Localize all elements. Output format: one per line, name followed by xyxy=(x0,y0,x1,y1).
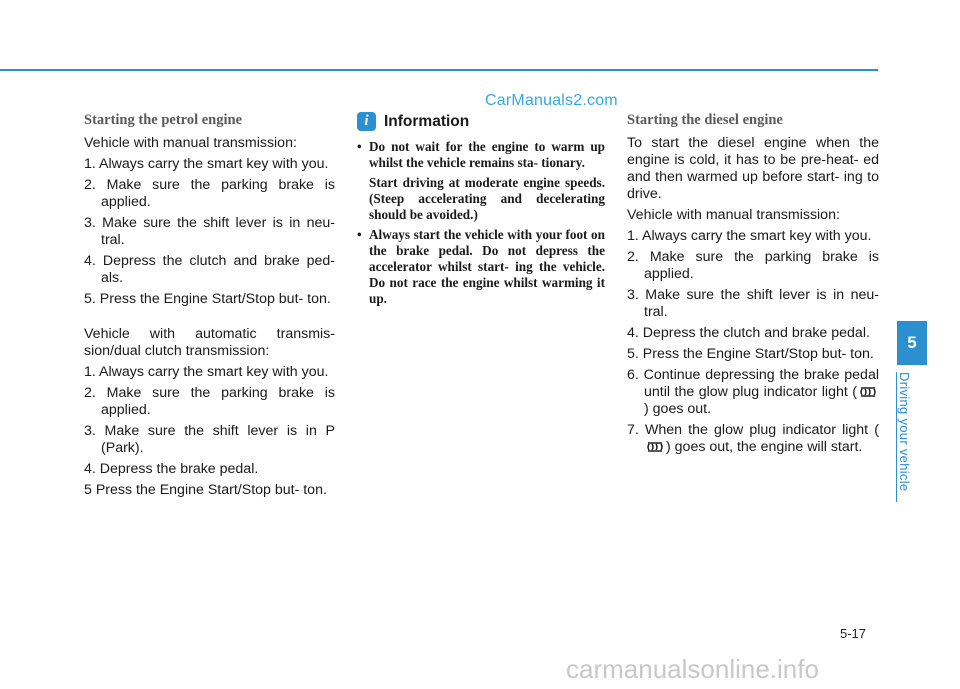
step6-text-before: 6. Continue depressing the brake pedal until the glow plug indicator light ( xyxy=(627,367,879,400)
list-item: 5. Press the Engine Start/Stop but- ton. xyxy=(627,346,874,362)
list-item xyxy=(627,367,879,418)
diesel-intro: To start the diesel engine when the engine is cold, it has to be pre-heat- ed and then warmed up before start- ing to drive. xyxy=(627,135,879,202)
step7-text-after: ) goes out, the engine will start. xyxy=(666,439,863,455)
list-item: 2. Make sure the parking brake is applied. xyxy=(84,177,335,210)
information-box xyxy=(357,112,605,311)
list-item: 1. Always carry the smart key with you. xyxy=(627,228,872,244)
diesel-heading: Starting the diesel engine xyxy=(627,112,783,128)
list-item: 1. Always carry the smart key with you. xyxy=(84,364,329,380)
info-icon: i xyxy=(357,112,376,131)
bullet: • xyxy=(357,139,362,154)
list-item xyxy=(357,139,605,223)
bullet: • xyxy=(357,227,362,242)
info-title: Information xyxy=(384,112,470,130)
petrol-section xyxy=(84,112,335,503)
info-bullet1-sub: Start driving at moderate engine speeds. (Steep accelerating and decelerating should be avoided.) xyxy=(369,175,605,222)
header-rule xyxy=(0,69,878,71)
step7-text-before: 7. When the glow plug indicator light ( xyxy=(627,422,879,438)
petrol-auto-steps xyxy=(84,364,335,499)
info-list xyxy=(357,139,605,307)
list-item: 1. Always carry the smart key with you. xyxy=(84,156,329,172)
list-item: 2. Make sure the parking brake is applied. xyxy=(627,249,879,282)
watermark-bottom[interactable]: carmanualsonline.info xyxy=(566,654,819,684)
list-item: 5 Press the Engine Start/Stop but- ton. xyxy=(84,482,327,498)
chapter-title: Driving your vehicle xyxy=(897,372,912,492)
manual-intro: Vehicle with manual transmission: xyxy=(84,135,297,151)
info-bullet2-text: Always start the vehicle with your foot on the brake pedal. Do not depress the accelerator whilst start- ing the vehicle. Do not race the engine whilst warming it up. xyxy=(369,227,605,306)
watermark-top[interactable]: CarManuals2.com xyxy=(485,92,618,109)
list-item xyxy=(627,422,879,456)
petrol-manual-steps xyxy=(84,156,335,308)
diesel-steps xyxy=(627,228,879,456)
glow-plug-icon xyxy=(647,441,663,453)
auto-intro: Vehicle with automatic transmis- sion/dual clutch transmission: xyxy=(84,326,335,359)
list-item: 3. Make sure the shift lever is in P (Park). xyxy=(84,423,335,456)
info-header xyxy=(357,112,605,131)
list-item: 2. Make sure the parking brake is applied. xyxy=(84,385,335,418)
list-item xyxy=(357,227,605,307)
chapter-tab: 5 xyxy=(897,321,927,365)
list-item: 4. Depress the clutch and brake ped- als. xyxy=(84,253,335,286)
petrol-heading: Starting the petrol engine xyxy=(84,112,243,128)
diesel-manual-intro: Vehicle with manual transmission: xyxy=(627,207,840,223)
list-item: 4. Depress the brake pedal. xyxy=(84,461,259,477)
list-item: 3. Make sure the shift lever is in neu- tral. xyxy=(84,215,335,248)
info-bullet1-text: Do not wait for the engine to warm up whilst the vehicle remains sta- tionary. xyxy=(369,139,605,170)
list-item: 3. Make sure the shift lever is in neu- tral. xyxy=(627,287,879,320)
glow-plug-icon xyxy=(860,386,876,398)
list-item: 4. Depress the clutch and brake pedal. xyxy=(627,325,870,341)
page-number: 5-17 xyxy=(840,626,867,641)
step6-text-after: ) goes out. xyxy=(644,401,712,417)
list-item: 5. Press the Engine Start/Stop but- ton. xyxy=(84,291,331,307)
diesel-section xyxy=(627,112,879,460)
